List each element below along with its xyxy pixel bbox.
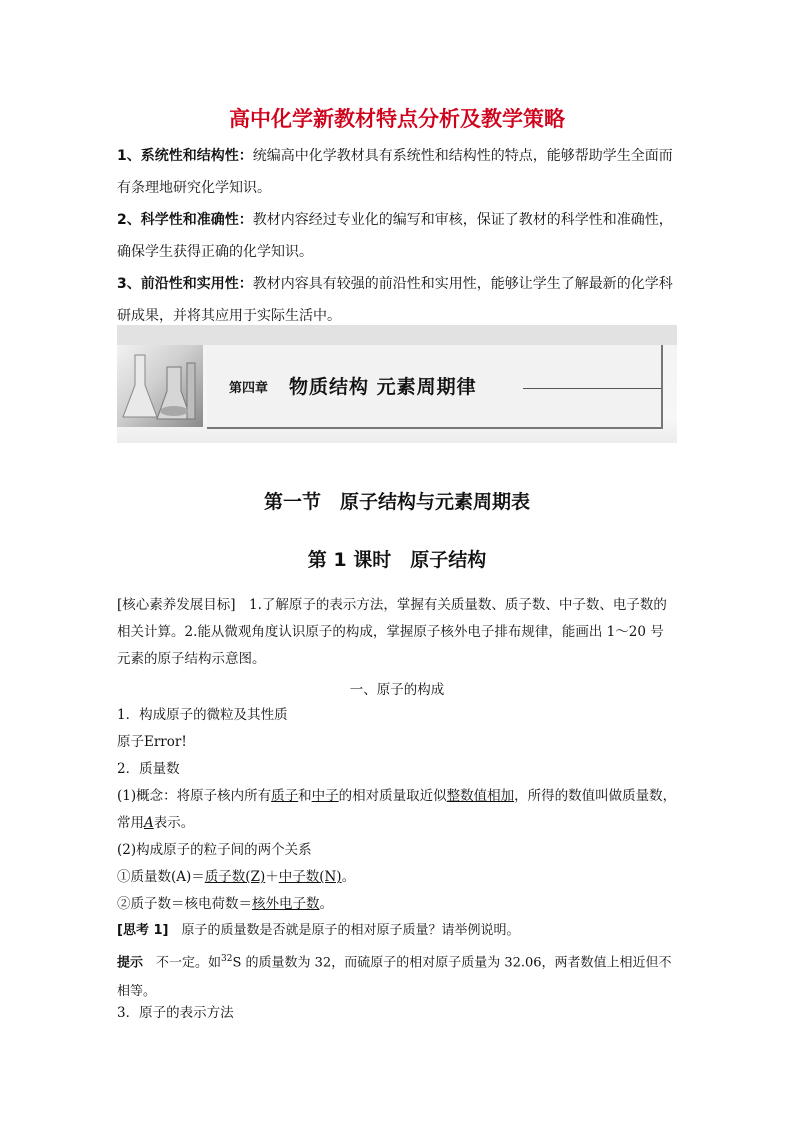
relation-1-mid: ＋	[265, 869, 279, 885]
point-3-text: 教材内容具有较强的前沿性和实用性，能够让学生了解最新的化学科研成果，并将其应用于实际生活中。	[117, 276, 673, 324]
mass-number-concept	[117, 783, 677, 837]
lab-glassware-image	[117, 345, 203, 427]
lesson-title: 第 1 课时 原子结构	[307, 549, 487, 571]
concept-proton: 质子	[271, 788, 299, 804]
hint	[117, 945, 677, 1006]
relation-2-electron: 核外电子数	[252, 896, 320, 912]
chapter-banner	[117, 325, 677, 443]
relation-1-neutron: 中子数(N)	[278, 869, 342, 885]
hint-mass-superscript: 32	[221, 954, 233, 964]
concept-integer-sum: 整数值相加	[446, 788, 515, 804]
point-1-text: 统编高中化学教材具有系统性和结构性的特点，能够帮助学生全面而有条理地研究化学知识。	[117, 148, 673, 196]
hint-label: 提示	[117, 955, 144, 971]
relation-1-suffix: 。	[341, 869, 356, 885]
concept-symbol-a: A	[144, 815, 154, 831]
relation-1-proton: 质子数(Z)	[204, 869, 266, 885]
document-title: 高中化学新教材特点分析及教学策略	[229, 107, 565, 131]
point-2	[117, 204, 677, 268]
item-2: 2．质量数	[117, 761, 180, 777]
think-label: [思考 1]	[117, 923, 169, 938]
relations-title: (2)构成原子的粒子间的两个关系	[117, 842, 312, 858]
think-text: 原子的质量数是否就是原子的相对原子质量？请举例说明。	[168, 923, 520, 938]
part-1-title: 一、原子的构成	[349, 682, 445, 698]
point-3-label: 3、前沿性和实用性：	[117, 276, 253, 292]
point-3	[117, 268, 677, 332]
hint-text-b: S 的质量数为 32，而硫原子的相对原子质量为 32.06，两者数值上相近但不相等。	[117, 955, 672, 1000]
concept-prefix: (1)概念：将原子核内所有	[117, 788, 272, 804]
chapter-number: 第四章	[229, 381, 269, 396]
concept-neutron: 中子	[311, 788, 339, 804]
concept-mid-3: ，所得的数值叫做质量数，常用	[117, 788, 677, 831]
think-question	[117, 916, 677, 945]
item-1-body: 原子Error!	[117, 734, 187, 750]
banner-top-strip	[117, 325, 677, 345]
core-goals: [核心素养发展目标] 1.了解原子的表示方法，掌握有关质量数、质子数、中子数、电子数的相关计算。2.能从微观角度认识原子的构成，掌握原子核外电子排布规律，能画出 1～20 号元素的原子结构示意图。	[117, 597, 667, 667]
point-2-text: 教材内容经过专业化的编写和审核，保证了教材的科学性和准确性，确保学生获得正确的化学知识。	[117, 212, 673, 260]
section-title: 第一节 原子结构与元素周期表	[263, 491, 530, 513]
relation-2-prefix: ②质子数＝核电荷数＝	[117, 896, 252, 912]
point-1	[117, 140, 677, 204]
concept-mid-1: 和	[298, 788, 312, 804]
concept-suffix: 表示。	[153, 815, 195, 831]
item-1: 1．构成原子的微粒及其性质	[117, 707, 288, 723]
relation-1	[117, 864, 677, 891]
flask-icon	[117, 345, 203, 427]
point-1-label: 1、系统性和结构性：	[117, 148, 253, 164]
relation-2-suffix: 。	[319, 896, 333, 912]
relation-2	[117, 891, 677, 918]
concept-mid-2: 的相对质量取近似	[338, 788, 447, 804]
hint-text-a: 不一定。如	[143, 955, 222, 971]
point-2-label: 2、科学性和准确性：	[117, 212, 253, 228]
banner-rule	[523, 388, 661, 389]
relation-1-prefix: ①质量数(A)＝	[117, 869, 205, 885]
item-3: 3．原子的表示方法	[117, 1005, 234, 1021]
chapter-name: 物质结构 元素周期律	[289, 376, 477, 398]
